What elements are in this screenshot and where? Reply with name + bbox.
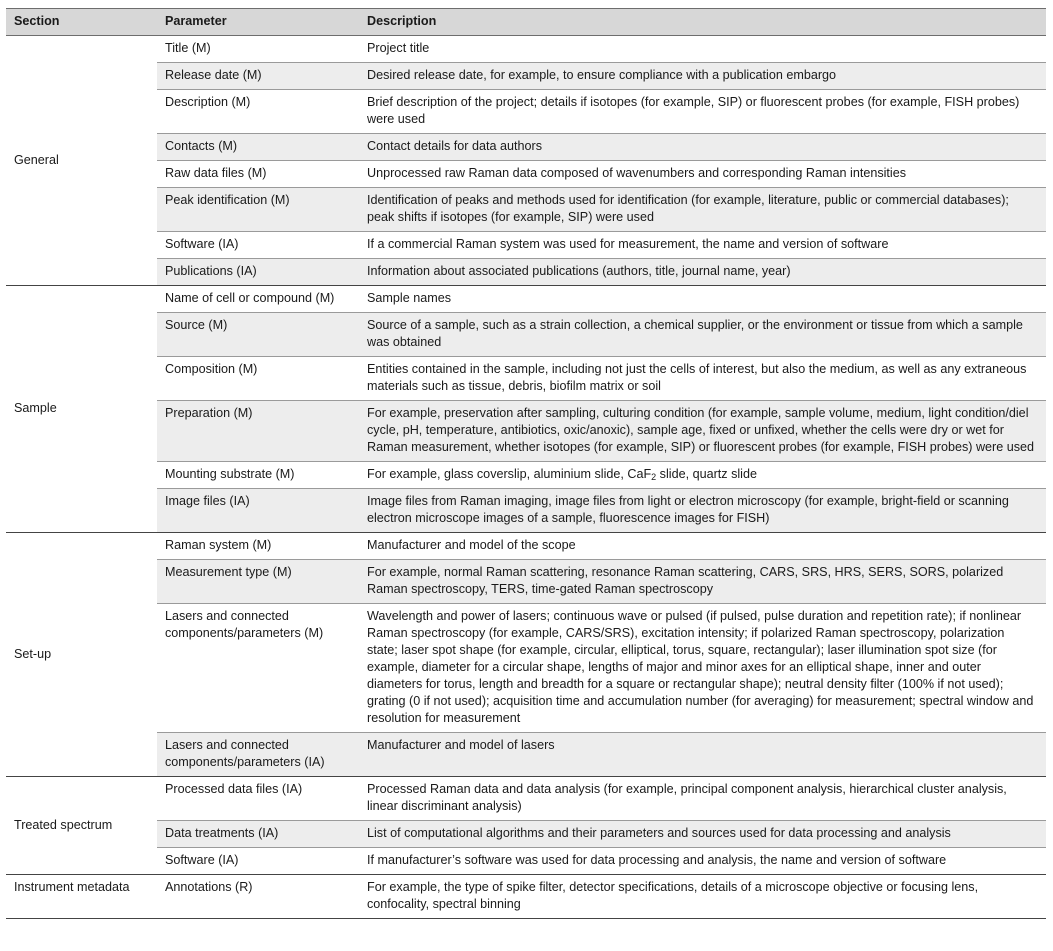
description-cell: Wavelength and power of lasers; continuous wave or pulsed (if pulsed, pulse duration and repetition rate); if nonlinear Raman spectroscopy (for example, CARS/SRS), excitation intensity; if polarized Raman spectroscopy, polarization state; laser spot shape (for example, circular, elliptical, torus, square, rectangular); laser illumination spot size (for example, diameter for a circular shape, lengths of major and minor axes for an elliptical shape, inner and outer diameters for torus, length and breadth for a square or rectangular shape); neutral density filter (100% if not used); grating (0 if not used); acquisition time and accumulation number (for averaging) for measurement; spectral window and resolution for measurement (359, 604, 1046, 733)
description-cell: Unprocessed raw Raman data composed of wavenumbers and corresponding Raman intensities (359, 161, 1046, 188)
description-cell: If manufacturer’s software was used for data processing and analysis, the name and version of software (359, 848, 1046, 875)
description-cell: For example, preservation after sampling, culturing condition (for example, sample volume, medium, light condition/diel cycle, pH, temperature, antibiotics, oxic/anoxic), sample age, fixed or unfixed, whether the cells were dry or wet for Raman measurement, whether isotopes (for example, SIP) or fluorescent probes (for example, FISH probes) were used (359, 401, 1046, 462)
table-row (6, 357, 1046, 401)
table-row (6, 875, 1046, 919)
parameter-cell: Lasers and connected components/parameters (M) (157, 604, 359, 733)
parameter-cell: Software (IA) (157, 232, 359, 259)
table-row (6, 313, 1046, 357)
table-row (6, 489, 1046, 533)
description-cell: Brief description of the project; details if isotopes (for example, SIP) or fluorescent probes (for example, FISH probes) were used (359, 90, 1046, 134)
table-row (6, 401, 1046, 462)
section-cell-general: General (6, 36, 157, 286)
table-body (6, 36, 1046, 919)
section-cell-instrument-metadata: Instrument metadata (6, 875, 157, 919)
section-cell-sample: Sample (6, 286, 157, 533)
table-row (6, 161, 1046, 188)
table-row (6, 462, 1046, 489)
parameter-cell: Source (M) (157, 313, 359, 357)
parameter-cell: Name of cell or compound (M) (157, 286, 359, 313)
parameter-cell: Release date (M) (157, 63, 359, 90)
table-row (6, 560, 1046, 604)
table-row (6, 286, 1046, 313)
metadata-table (6, 8, 1046, 919)
description-cell: Manufacturer and model of lasers (359, 733, 1046, 777)
table-row (6, 604, 1046, 733)
table-row (6, 259, 1046, 286)
description-cell: For example, glass coverslip, aluminium slide, CaF$_2$ slide, quartz slide (359, 462, 1046, 489)
table-row (6, 188, 1046, 232)
parameter-cell: Publications (IA) (157, 259, 359, 286)
table-row (6, 90, 1046, 134)
parameter-cell: Contacts (M) (157, 134, 359, 161)
description-cell: Contact details for data authors (359, 134, 1046, 161)
table-row (6, 848, 1046, 875)
header-description: Description (359, 9, 1046, 36)
description-cell: For example, normal Raman scattering, resonance Raman scattering, CARS, SRS, HRS, SERS, SORS, polarized Raman spectroscopy, TERS, time-gated Raman spectroscopy (359, 560, 1046, 604)
description-cell: Entities contained in the sample, including not just the cells of interest, but also the medium, as well as any extraneous materials such as tissue, debris, biofilm matrix or soil (359, 357, 1046, 401)
header-row (6, 9, 1046, 36)
parameter-cell: Title (M) (157, 36, 359, 63)
table-row (6, 733, 1046, 777)
description-cell: Project title (359, 36, 1046, 63)
section-cell-treated-spectrum: Treated spectrum (6, 777, 157, 875)
description-cell: List of computational algorithms and their parameters and sources used for data processing and analysis (359, 821, 1046, 848)
table-row (6, 821, 1046, 848)
table-row (6, 232, 1046, 259)
parameter-cell: Lasers and connected components/parameters (IA) (157, 733, 359, 777)
parameter-cell: Composition (M) (157, 357, 359, 401)
table-row (6, 777, 1046, 821)
section-cell-setup: Set-up (6, 533, 157, 777)
header-section: Section (6, 9, 157, 36)
table-row (6, 63, 1046, 90)
description-cell: Processed Raman data and data analysis (for example, principal component analysis, hierarchical cluster analysis, linear discriminant analysis) (359, 777, 1046, 821)
table-header (6, 9, 1046, 36)
parameter-cell: Measurement type (M) (157, 560, 359, 604)
parameter-cell: Processed data files (IA) (157, 777, 359, 821)
description-cell: Identification of peaks and methods used for identification (for example, literature, public or commercial databases); peak shifts if isotopes (for example, SIP) were used (359, 188, 1046, 232)
parameter-cell: Description (M) (157, 90, 359, 134)
parameter-cell: Raw data files (M) (157, 161, 359, 188)
description-cell: Manufacturer and model of the scope (359, 533, 1046, 560)
parameter-cell: Software (IA) (157, 848, 359, 875)
table-row (6, 533, 1046, 560)
header-parameter: Parameter (157, 9, 359, 36)
parameter-cell: Preparation (M) (157, 401, 359, 462)
description-cell: Information about associated publications (authors, title, journal name, year) (359, 259, 1046, 286)
description-cell: Source of a sample, such as a strain collection, a chemical supplier, or the environment or tissue from which a sample was obtained (359, 313, 1046, 357)
parameter-cell: Image files (IA) (157, 489, 359, 533)
parameter-cell: Annotations (R) (157, 875, 359, 919)
description-cell: For example, the type of spike filter, detector specifications, details of a microscope objective or focusing lens, confocality, spectral binning (359, 875, 1046, 919)
description-cell: Sample names (359, 286, 1046, 313)
parameter-cell: Data treatments (IA) (157, 821, 359, 848)
table-row (6, 134, 1046, 161)
description-cell: Image files from Raman imaging, image files from light or electron microscopy (for example, bright-field or scanning electron microscope images of a sample, fluorescence images for FISH) (359, 489, 1046, 533)
parameter-cell: Mounting substrate (M) (157, 462, 359, 489)
parameter-cell: Raman system (M) (157, 533, 359, 560)
description-cell: Desired release date, for example, to ensure compliance with a publication embargo (359, 63, 1046, 90)
description-cell: If a commercial Raman system was used for measurement, the name and version of software (359, 232, 1046, 259)
table-row (6, 36, 1046, 63)
parameter-cell: Peak identification (M) (157, 188, 359, 232)
